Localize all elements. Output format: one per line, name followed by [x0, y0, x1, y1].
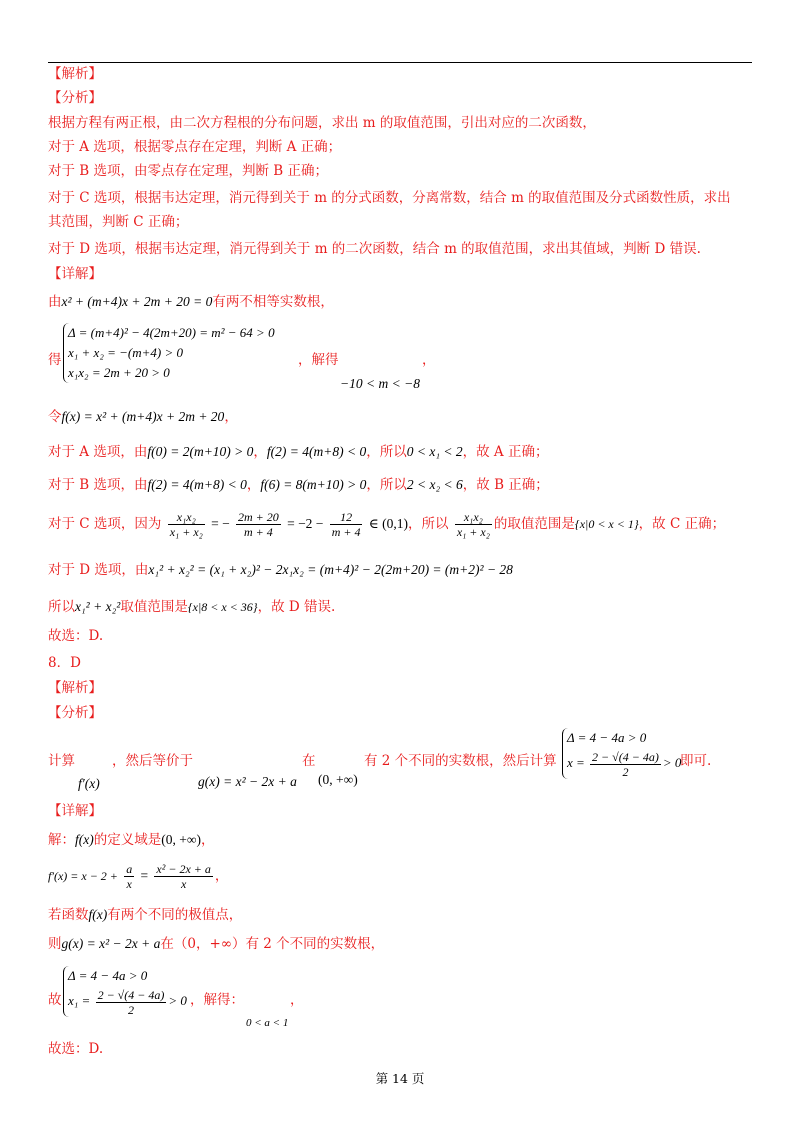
- detail-label: 【详解】: [48, 266, 102, 282]
- q8-fprime: f′(x): [78, 776, 100, 791]
- comma: ，: [422, 352, 436, 368]
- q8-extreme-line: 若函数f(x)有两个不同的极值点，: [48, 907, 243, 923]
- analysis-line-2: 对于 A 选项，根据零点存在定理，判断 A 正确；: [48, 139, 342, 155]
- q8-calc: 计算: [48, 753, 75, 769]
- q8-jike: 即可.: [680, 753, 712, 769]
- analysis-line-3: 对于 B 选项，由零点存在定理，判断 B 正确；: [48, 163, 329, 179]
- q8-zai: 在: [302, 753, 316, 769]
- option-b-line: 对于 B 选项，由f(2) = 4(m+8) < 0，f(6) = 8(m+10) > 0，所以2 < x₂ < 6，故 B 正确；: [48, 477, 549, 493]
- f-definition-line: 令f(x) = x² + (m+4)x + 2m + 20，: [48, 409, 238, 425]
- quadratic-equation: x² + (m+4)x + 2m + 20 = 0: [61, 294, 213, 309]
- jiexi-label: 【解析】: [48, 66, 102, 82]
- q8-has-roots: 有 2 个不同的实数根，然后计算: [364, 753, 557, 769]
- header-rule: [48, 62, 752, 63]
- option-a-line: 对于 A 选项，由f(0) = 2(m+10) > 0，f(2) = 4(m+8) < 0，所以0 < x₁ < 2，故 A 正确；: [48, 444, 549, 460]
- condition-system: Δ = (m+4)² − 4(2m+20) = m² − 64 > 0 x₁ + x₂ = −(m+4) > 0 x₁x₂ = 2m + 20 > 0: [63, 323, 275, 383]
- jiede-label: ，解得: [298, 352, 339, 368]
- q8-comma: ，: [290, 992, 304, 1008]
- q8-answer: 故选：D.: [48, 1041, 104, 1057]
- q8-derivative-line: f′(x) = x − 2 + $\frac{a}{x}$ = $\frac{\text{x² − 2x + a}}{x}$ ，: [48, 862, 229, 891]
- analysis-line-5: 其范围，判断 C 正确；: [48, 214, 189, 230]
- q8-roots-line: 则g(x) = x² − 2x + a在（0，+∞）有 2 个不同的实数根，: [48, 936, 385, 952]
- option-d-conclusion: 所以x₁² + x₂²取值范围是{x|8 < x < 36}，故 D 错误.: [48, 599, 336, 615]
- equation-line: 由x² + (m+4)x + 2m + 20 = 0有两不相等实数根，: [48, 294, 334, 310]
- de-label: 得: [48, 352, 62, 368]
- q8-interval: (0, +∞): [318, 772, 358, 787]
- q8-equiv: ，然后等价于: [112, 753, 193, 769]
- q8-detail-label: 【详解】: [48, 803, 102, 819]
- q8-fenxi-label: 【分析】: [48, 705, 102, 721]
- q8-analysis-system: Δ = 4 − 4a > 0 x = $\frac{2 - √(4 - 4a)}{2}$ > 0: [562, 728, 681, 779]
- analysis-line-1: 根据方程有两正根，由二次方程根的分布问题，求出 m 的取值范围，引出对应的二次函数，: [48, 115, 596, 131]
- q8-number: 8．D: [48, 655, 81, 671]
- q8-gu: 故: [48, 992, 62, 1008]
- q8-jiexi-label: 【解析】: [48, 680, 102, 696]
- option-c-line: 对于 C 选项，因为 $\frac{\text{x₁x₂}}{\text{x₁ + x₂}}$ = − $\frac{2m + 20}{m + 4}$ = −2 − $\frac{12}{m + 4}$ ∈ (0,1)，所以 $\frac{\text{x₁x₂}}{\text{x₁ + x₂}}$ 的取值范围是{x|0 < x < 1}，故 C 正确；: [48, 510, 726, 539]
- page-number: 第 14 页: [375, 1071, 425, 1086]
- q8-g: g(x) = x² − 2x + a: [198, 774, 297, 789]
- q8-domain-line: 解：f(x)的定义域是(0, +∞)，: [48, 832, 215, 848]
- q8-range-a: 0 < a < 1: [246, 1017, 289, 1029]
- q8-jiede: ，解得：: [190, 992, 244, 1008]
- q8-solution-system: Δ = 4 − 4a > 0 x₁ = $\frac{2 - √(4 - 4a)}{2}$ > 0: [63, 966, 187, 1017]
- analysis-line-6: 对于 D 选项，根据韦达定理，消元得到关于 m 的二次函数，结合 m 的取值范围，求出其值域，判断 D 错误.: [48, 241, 701, 257]
- analysis-line-4: 对于 C 选项，根据韦达定理，消元得到关于 m 的分式函数，分离常数，结合 m 的取值范围及分式函数性质，求出: [48, 190, 731, 206]
- q7-answer: 故选：D.: [48, 628, 104, 644]
- range-m: −10 < m < −8: [340, 376, 420, 391]
- option-d-line: 对于 D 选项，由x₁² + x₂² = (x₁ + x₂)² − 2x₁x₂ = (m+4)² − 2(2m+20) = (m+2)² − 28: [48, 562, 513, 578]
- fenxi-label: 【分析】: [48, 90, 102, 106]
